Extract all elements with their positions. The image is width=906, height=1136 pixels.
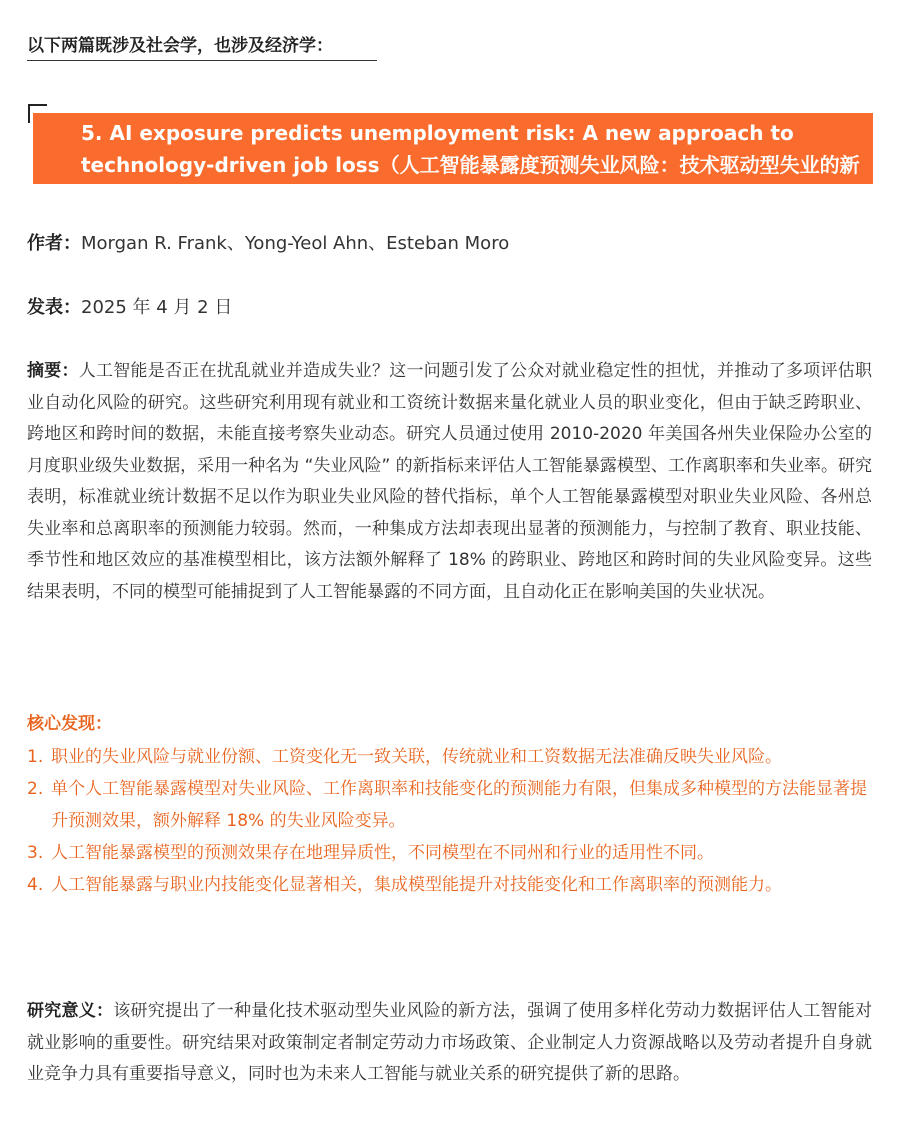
abstract-label: 摘要：: [27, 361, 79, 381]
finding-number: 1.: [27, 747, 44, 767]
abstract-text: 人工智能是否正在扰乱就业并造成失业？这一问题引发了公众对就业稳定性的担忧，并推动了多项评估职业自动化风险的研究。这些研究利用现有就业和工资统计数据来量化就业人员的职业变化，但由于缺乏跨职业、跨地区和跨时间的数据，未能直接考察失业动态。研究人员通过使用 2010-2020 年美国各州失业保险办公室的月度职业级失业数据，采用一种名为 “失业风险” 的新指标来评估人工智能暴露模型、工作离职率和失业率。研究表明，标准就业统计数据不足以作为职业失业风险的替代指标，单个人工智能暴露模型对职业失业风险、各州总失业率和总离职率的预测能力较弱。然而，一种集成方法却表现出显著的预测能力，与控制了教育、职业技能、季节性和地区效应的基准模型相比，该方法额外解释了 18% 的跨职业、跨地区和跨时间的失业风险变异。这些结果表明，不同的模型可能捕捉到了人工智能暴露的不同方面，且自动化正在影响美国的失业状况。: [27, 361, 872, 602]
finding-number: 2.: [27, 779, 44, 799]
finding-text: 人工智能暴露与职业内技能变化显著相关，集成模型能提升对技能变化和工作离职率的预测能力。: [51, 875, 782, 895]
significance-paragraph: [27, 996, 872, 1091]
authors-line: [27, 232, 509, 256]
finding-text: 单个人工智能暴露模型对失业风险、工作离职率和技能变化的预测能力有限，但集成多种模型的方法能显著提升预测效果，额外解释 18% 的失业风险变异。: [51, 779, 867, 831]
authors-value: Morgan R. Frank、Yong-Yeol Ahn、Esteban Moro: [81, 233, 510, 254]
article-title-banner: [33, 113, 873, 209]
published-label: 发表：: [27, 297, 81, 318]
findings-heading: 核心发现：: [27, 714, 112, 734]
significance-text: 该研究提出了一种量化技术驱动型失业风险的新方法，强调了使用多样化劳动力数据评估人工智能对就业影响的重要性。研究结果对政策制定者制定劳动力市场政策、企业制定人力资源战略以及劳动者提升自身就业竞争力具有重要指导意义，同时也为未来人工智能与就业关系的研究提供了新的思路。: [27, 1001, 872, 1084]
finding-item: [27, 837, 872, 869]
article-title: 5. AI exposure predicts unemployment risk: A new approach to technology-driven job loss（人工智能暴露度预测失业风险：技术驱动型失业的新研究方法）: [81, 121, 860, 209]
authors-label: 作者：: [27, 233, 81, 254]
finding-number: 4.: [27, 875, 44, 895]
finding-item: [27, 741, 872, 773]
published-value: 2025 年 4 月 2 日: [81, 297, 233, 318]
findings-list: [27, 741, 872, 901]
significance-label: 研究意义：: [27, 1001, 114, 1021]
published-line: [27, 296, 232, 320]
intro-heading: 以下两篇既涉及社会学，也涉及经济学：: [27, 34, 377, 61]
finding-text: 人工智能暴露模型的预测效果存在地理异质性，不同模型在不同州和行业的适用性不同。: [51, 843, 714, 863]
finding-text: 职业的失业风险与就业份额、工资变化无一致关联，传统就业和工资数据无法准确反映失业风险。: [51, 747, 782, 767]
finding-item: [27, 869, 872, 901]
finding-item: [27, 773, 872, 837]
finding-number: 3.: [27, 843, 44, 863]
abstract-paragraph: [27, 356, 872, 608]
